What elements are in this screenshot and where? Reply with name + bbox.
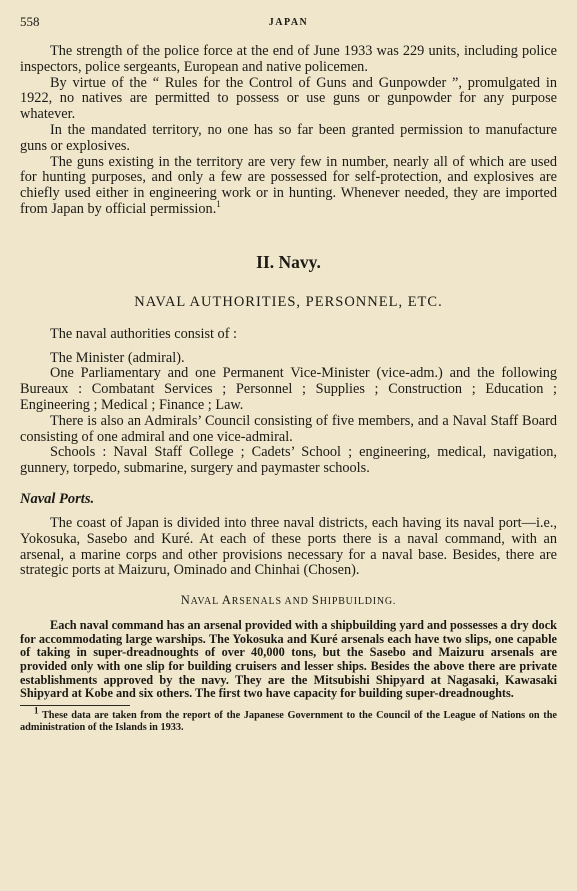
police-paragraph-4: [20, 155, 557, 218]
police-paragraph-4-text: The guns existing in the territory are very few in number, nearly all of which are used for hunting purposes, and only a few are possessed for self-protection, and explosives are chiefly used either in engineering work or in hunting. Whenever needed, they are imported from Japan by official permission.: [20, 153, 557, 217]
page-number: 558: [20, 14, 40, 29]
police-paragraph-2: By virtue of the “ Rules for the Control of Guns and Gunpowder ”, promulgated in 1922, no natives are permitted to possess or use guns or gunpowder for any purpose whatever.: [20, 74, 557, 123]
heading-part-1: AVAL: [190, 596, 222, 608]
running-title: JAPAN: [268, 17, 309, 28]
authorities-intro: The naval authorities consist of :: [50, 325, 238, 342]
heading-cap-3: S: [311, 593, 320, 608]
naval-arsenals-paragraph: Each naval command has an arsenal provided with a shipbuilding yard and possesses a dry dock for accommodating large warships. The Yokosuka and Kuré arsenals each have two slips, one capable of taking in super-dreadnoughts of over 40,000 tons, but the Sasebo and Maizuru arsenals are provided only with one slip for building cruisers and lesser ships. Besides the above there are private establishments approved by the navy. They are the Mitsubishi Shipyard at Nagasaki, Kawasaki Shipyard at Kobe and six others. The first two have capacity for building super-dreadnoughts.: [20, 618, 557, 701]
heading-part-2: RSENALS AND: [231, 596, 312, 608]
footnote-reference: 1: [216, 199, 221, 210]
running-header: [20, 14, 557, 36]
heading-part-3: HIPBUILDING.: [319, 596, 397, 608]
naval-ports-paragraph: The coast of Japan is divided into three naval districts, each having its naval port—i.e., Yokosuka, Sasebo and Kuré. At each of these ports there is a naval command, with an arsenal, a marine corps and other provisions necessary for a naval base. Besides, there are strategic ports at Maizuru, Ominado and Chinhai (Chosen).: [20, 514, 557, 579]
vice-minister-paragraph: One Parliamentary and one Permanent Vice-Minister (vice-adm.) and the following Bureaux : Combatant Services ; Personnel ; Supplies ; Construction ; Education ; Engineering ; Medical ; Finance ; Law.: [20, 365, 557, 413]
police-paragraph-1: The strength of the police force at the end of June 1933 was 229 units, including police inspectors, police sergeants, European and native policemen.: [20, 43, 557, 75]
naval-ports-heading: Naval Ports.: [20, 490, 95, 507]
navy-section-title: II. Navy.: [256, 251, 321, 272]
minister-line: The Minister (admiral).: [50, 349, 185, 366]
heading-cap-1: N: [180, 593, 191, 608]
footnote: [20, 705, 557, 735]
admirals-council-paragraph: There is also an Admirals’ Council consisting of five members, and a Naval Staff Board consisting of one admiral and one vice-admiral.: [20, 412, 557, 445]
naval-authorities-heading: NAVAL AUTHORITIES, PERSONNEL, ETC.: [134, 293, 443, 310]
footnote-text: These data are taken from the report of the Japanese Government to the Council of the League of Nations on the administration of the Islands in 1933.: [20, 709, 557, 733]
schools-paragraph: Schools : Naval Staff College ; Cadets’ School ; engineering, medical, navigation, gunnery, torpedo, submarine, surgery and paymaster schools.: [20, 444, 557, 477]
naval-arsenals-heading: [20, 593, 557, 608]
footnote-mark: 1: [34, 705, 39, 716]
police-section: [20, 44, 557, 218]
police-paragraph-3: In the mandated territory, no one has so far been granted permission to manufacture guns or explosives.: [20, 121, 557, 154]
heading-cap-2: A: [221, 593, 232, 608]
